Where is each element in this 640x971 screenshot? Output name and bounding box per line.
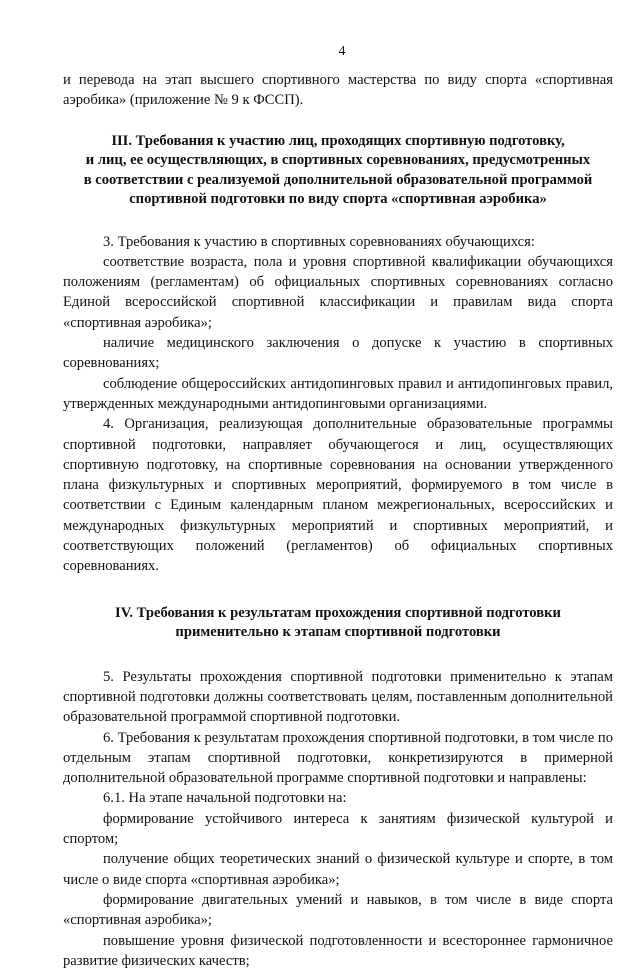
paragraph-6-1-item-interest: формирование устойчивого интереса к занятиям физической культурой и спортом; [63, 809, 613, 850]
paragraph-6-1: 6.1. На этапе начальной подготовки на: [63, 788, 613, 808]
paragraph-4: 4. Организация, реализующая дополнительные образовательные программы спортивной подготовки, направляет обучающегося и лиц, осуществляющих спортивную подготовку, на спортивные соревнования на основании утвержденного плана физкультурных и спортивных мероприятий, формируемого в том числе в соответствии с Единым календарным планом межрегиональных, всероссийских и международных физкультурных мероприятий и спортивных мероприятий, и соответствующих положений (регламентов) об официальных спортивных соревнованиях. [63, 414, 613, 576]
paragraph-3-item-age: соответствие возраста, пола и уровня спортивной квалификации обучающихся положениям (регламентам) об официальных спортивных соревнованиях согласно Единой всероссийской спортивной классификации и правилам вида спорта «спортивная аэробика»; [63, 252, 613, 333]
paragraph-3-item-medical: наличие медицинского заключения о допуске к участию в спортивных соревнованиях; [63, 333, 613, 374]
section-4-heading [63, 604, 613, 643]
page-number: 4 [63, 44, 613, 60]
section-3-heading-line: в соответствии с реализуемой дополнительной образовательной программой [63, 171, 613, 191]
paragraph-6: 6. Требования к результатам прохождения спортивной подготовки, в том числе по отдельным этапам спортивной подготовки, конкретизируются в примерной дополнительной образовательной программе спортивной подготовки и направлены: [63, 728, 613, 789]
section-4-heading-line: применительно к этапам спортивной подготовки [63, 623, 613, 643]
intro-paragraph: и перевода на этап высшего спортивного мастерства по виду спорта «спортивная аэробика» (приложение № 9 к ФССП). [63, 70, 613, 111]
paragraph-3: 3. Требования к участию в спортивных соревнованиях обучающихся: [63, 232, 613, 252]
paragraph-6-1-item-fitness: повышение уровня физической подготовленности и всестороннее гармоничное развитие физических качеств; [63, 931, 613, 971]
section-3-heading-line: III. Требования к участию лиц, проходящих спортивную подготовку, [63, 132, 613, 152]
paragraph-6-1-item-knowledge: получение общих теоретических знаний о физической культуре и спорте, в том числе о виде спорта «спортивная аэробика»; [63, 849, 613, 890]
paragraph-5: 5. Результаты прохождения спортивной подготовки применительно к этапам спортивной подготовки должны соответствовать целям, поставленным дополнительной образовательной программой спортивной подготовки. [63, 667, 613, 728]
section-4-heading-line: IV. Требования к результатам прохождения спортивной подготовки [63, 604, 613, 624]
paragraph-6-1-item-skills: формирование двигательных умений и навыков, в том числе в виде спорта «спортивная аэробика»; [63, 890, 613, 931]
section-3-heading-line: спортивной подготовки по виду спорта «спортивная аэробика» [63, 190, 613, 210]
paragraph-3-item-antidoping: соблюдение общероссийских антидопинговых правил и антидопинговых правил, утвержденных международными антидопинговыми организациями. [63, 374, 613, 415]
section-3-heading-line: и лиц, ее осуществляющих, в спортивных соревнованиях, предусмотренных [63, 151, 613, 171]
section-3-heading [63, 132, 613, 210]
